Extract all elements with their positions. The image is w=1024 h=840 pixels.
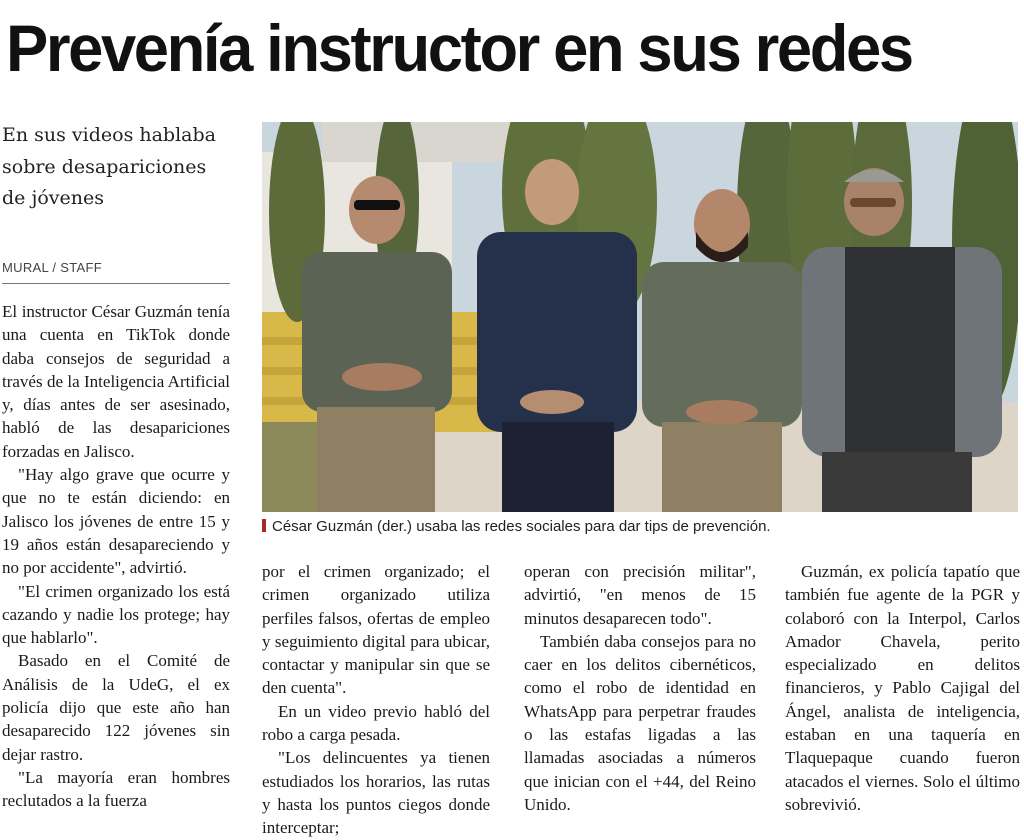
article-column-4 [785,560,1020,816]
caption-text: César Guzmán (der.) usaba las redes sociales para dar tips de prevención. [272,518,771,535]
deck: En sus videos hablaba sobre desapariciones de jóvenes [2,124,216,209]
paragraph: "La mayoría eran hombres reclutados a la fuerza [2,767,230,811]
paragraph: También daba consejos para no caer en los delitos cibernéticos, como el robo de identidad en WhatsApp para perpetrar fraudes o las estafas ligadas a las llamadas asociadas a números que inician con el +44, del Reino Unido. [524,631,756,814]
paragraph: El instructor César Guzmán tenía una cuenta en TikTok donde daba consejos de seguridad a través de la Inteligencia Artificial y, días antes de ser asesinado, habló de las desapariciones forzadas en Jalisco. [2,302,230,461]
paragraph: Guzmán, ex policía tapatío que también fue agente de la PGR y colaboró con la Interpol, Carlos Amador Chavela, perito especializado en delitos financieros, y Pablo Cajigal del Ángel, analista de inteligencia, estaban en una taquería en Tlaquepaque cuando fueron atacados el viernes. Solo el último sobrevivió. [785,562,1020,814]
article-column-2 [262,560,490,840]
paragraph: En un video previo habló del robo a carga pesada. [262,701,490,745]
photo-caption [262,518,1018,535]
caption-marker [262,519,266,532]
paragraph: "Los delincuentes ya tienen estudiados los horarios, las rutas y hasta los puntos ciegos donde interceptar; [262,748,490,838]
paragraph: "El crimen organizado los está cazando y nadie los protege; hay que hablarlo". [2,581,230,648]
byline: MURAL / STAFF [2,260,230,284]
headline: Prevenía instructor en sus redes [6,11,912,85]
news-photo [262,122,1018,512]
paragraph: Basado en el Comité de Análisis de la UdeG, el ex policía dijo que este año han desaparecido 122 jóvenes sin dejar rastro. [2,651,230,764]
article-column-3 [524,560,756,816]
article-column-1 [2,300,230,813]
photo-illustration [262,122,1018,512]
paragraph: operan con precisión militar", advirtió, "en menos de 15 minutos desaparecen todo". [524,562,756,628]
paragraph: por el crimen organizado; el crimen organizado utiliza perfiles falsos, ofertas de empleo y seguimiento digital para ubicar, contactar y manipular sin que se den cuenta". [262,562,490,698]
paragraph: "Hay algo grave que ocurre y que no te están diciendo: en Jalisco los jóvenes de entre 15 y 19 años están desapareciendo y no por accidente", advirtió. [2,465,230,578]
